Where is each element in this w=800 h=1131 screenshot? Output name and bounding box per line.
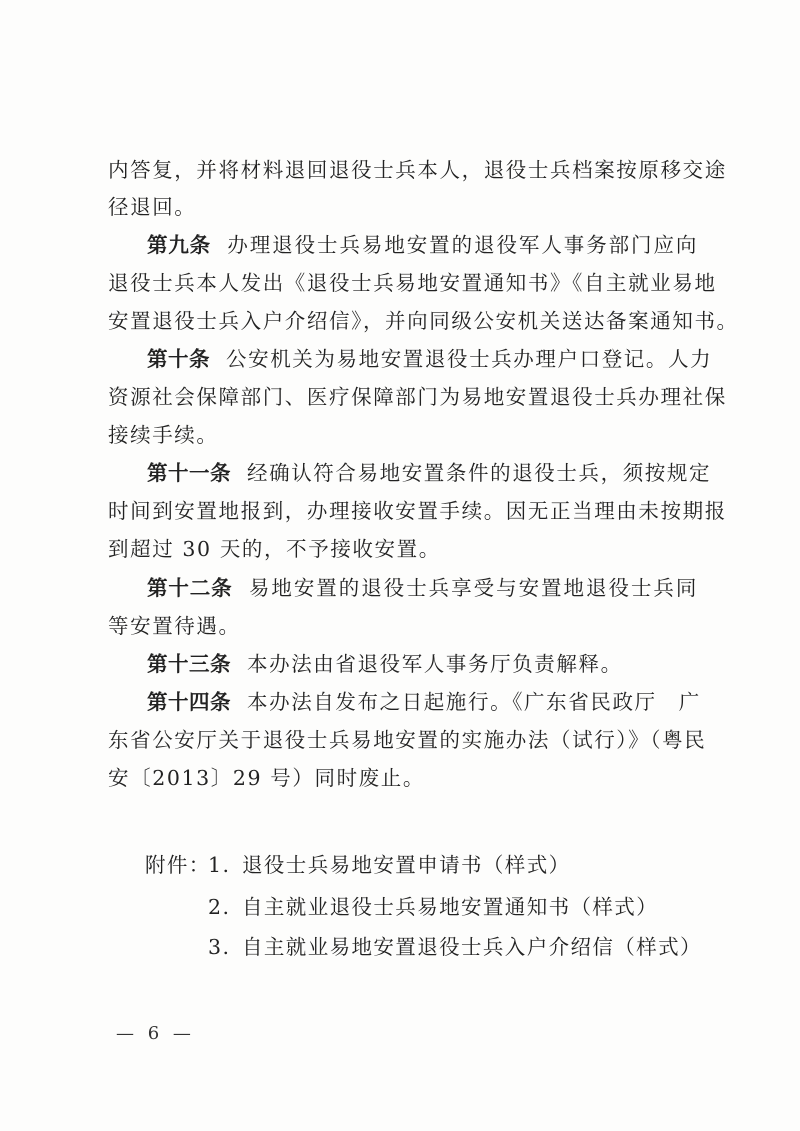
attachment-2-number: 2. <box>208 895 231 919</box>
page-number: — 6 — <box>116 1023 195 1044</box>
article-13-text: 本办法由省退役军人事务厅负责解释。 <box>247 652 623 676</box>
attachment-1-title: 退役士兵易地安置申请书（样式） <box>242 853 571 877</box>
article-11-line-3: 到超过 30 天的，不予接收安置。 <box>108 537 441 561</box>
article-14-label: 第十四条 <box>147 690 231 714</box>
attachment-2-title: 自主就业退役士兵易地安置通知书（样式） <box>242 895 659 919</box>
article-14-line-3: 安〔2013〕29 号）同时废止。 <box>108 766 425 790</box>
article-14-line-2: 东省公安厅关于退役士兵易地安置的实施办法（试行）》（粤民 <box>108 728 707 752</box>
article-12-line-1 <box>147 573 698 603</box>
article-14-text: 本办法自发布之日起施行。《广东省民政厅 广 <box>247 690 701 714</box>
article-12-line-2: 等安置待遇。 <box>108 614 241 638</box>
article-12-label: 第十二条 <box>147 576 233 600</box>
article-10-line-3: 接续手续。 <box>108 423 219 447</box>
article-9-text: 办理退役士兵易地安置的退役军人事务部门应向 <box>227 233 699 257</box>
attachment-3-number: 3. <box>208 935 231 959</box>
article-11-label: 第十一条 <box>147 461 231 485</box>
article-11-line-1 <box>147 458 712 488</box>
article-13-label: 第十三条 <box>147 652 231 676</box>
article-10-line-2: 资源社会保障部门、医疗保障部门为易地安置退役士兵办理社保 <box>108 385 727 409</box>
attachment-3-title: 自主就业易地安置退役士兵入户介绍信（样式） <box>242 935 702 959</box>
article-10-label: 第十条 <box>147 347 210 371</box>
article-9-line-1 <box>147 230 698 260</box>
attachments-label: 附件： <box>145 853 211 877</box>
article-9-label: 第九条 <box>147 233 211 257</box>
article-10-line-1 <box>147 344 713 374</box>
article-9-line-2: 退役士兵本人发出《退役士兵易地安置通知书》《自主就业易地 <box>108 271 717 295</box>
article-8-line-1: 内答复，并将材料退回退役士兵本人，退役士兵档案按原移交途 <box>108 158 727 182</box>
article-10-text: 公安机关为易地安置退役士兵办理户口登记。人力 <box>226 347 713 371</box>
article-11-line-2: 时间到安置地报到，办理接收安置手续。因无正当理由未按期报 <box>108 499 727 523</box>
article-12-text: 易地安置的退役士兵享受与安置地退役士兵同 <box>248 576 698 600</box>
attachment-1-number: 1. <box>208 853 231 877</box>
article-13-line-1 <box>147 649 698 679</box>
article-8-line-2: 径退回。 <box>108 195 197 219</box>
article-11-text: 经确认符合易地安置条件的退役士兵，须按规定 <box>247 461 712 485</box>
article-14-line-1 <box>147 687 701 717</box>
article-9-line-3: 安置退役士兵入户介绍信》，并向同级公安机关送达备案通知书。 <box>108 309 739 333</box>
